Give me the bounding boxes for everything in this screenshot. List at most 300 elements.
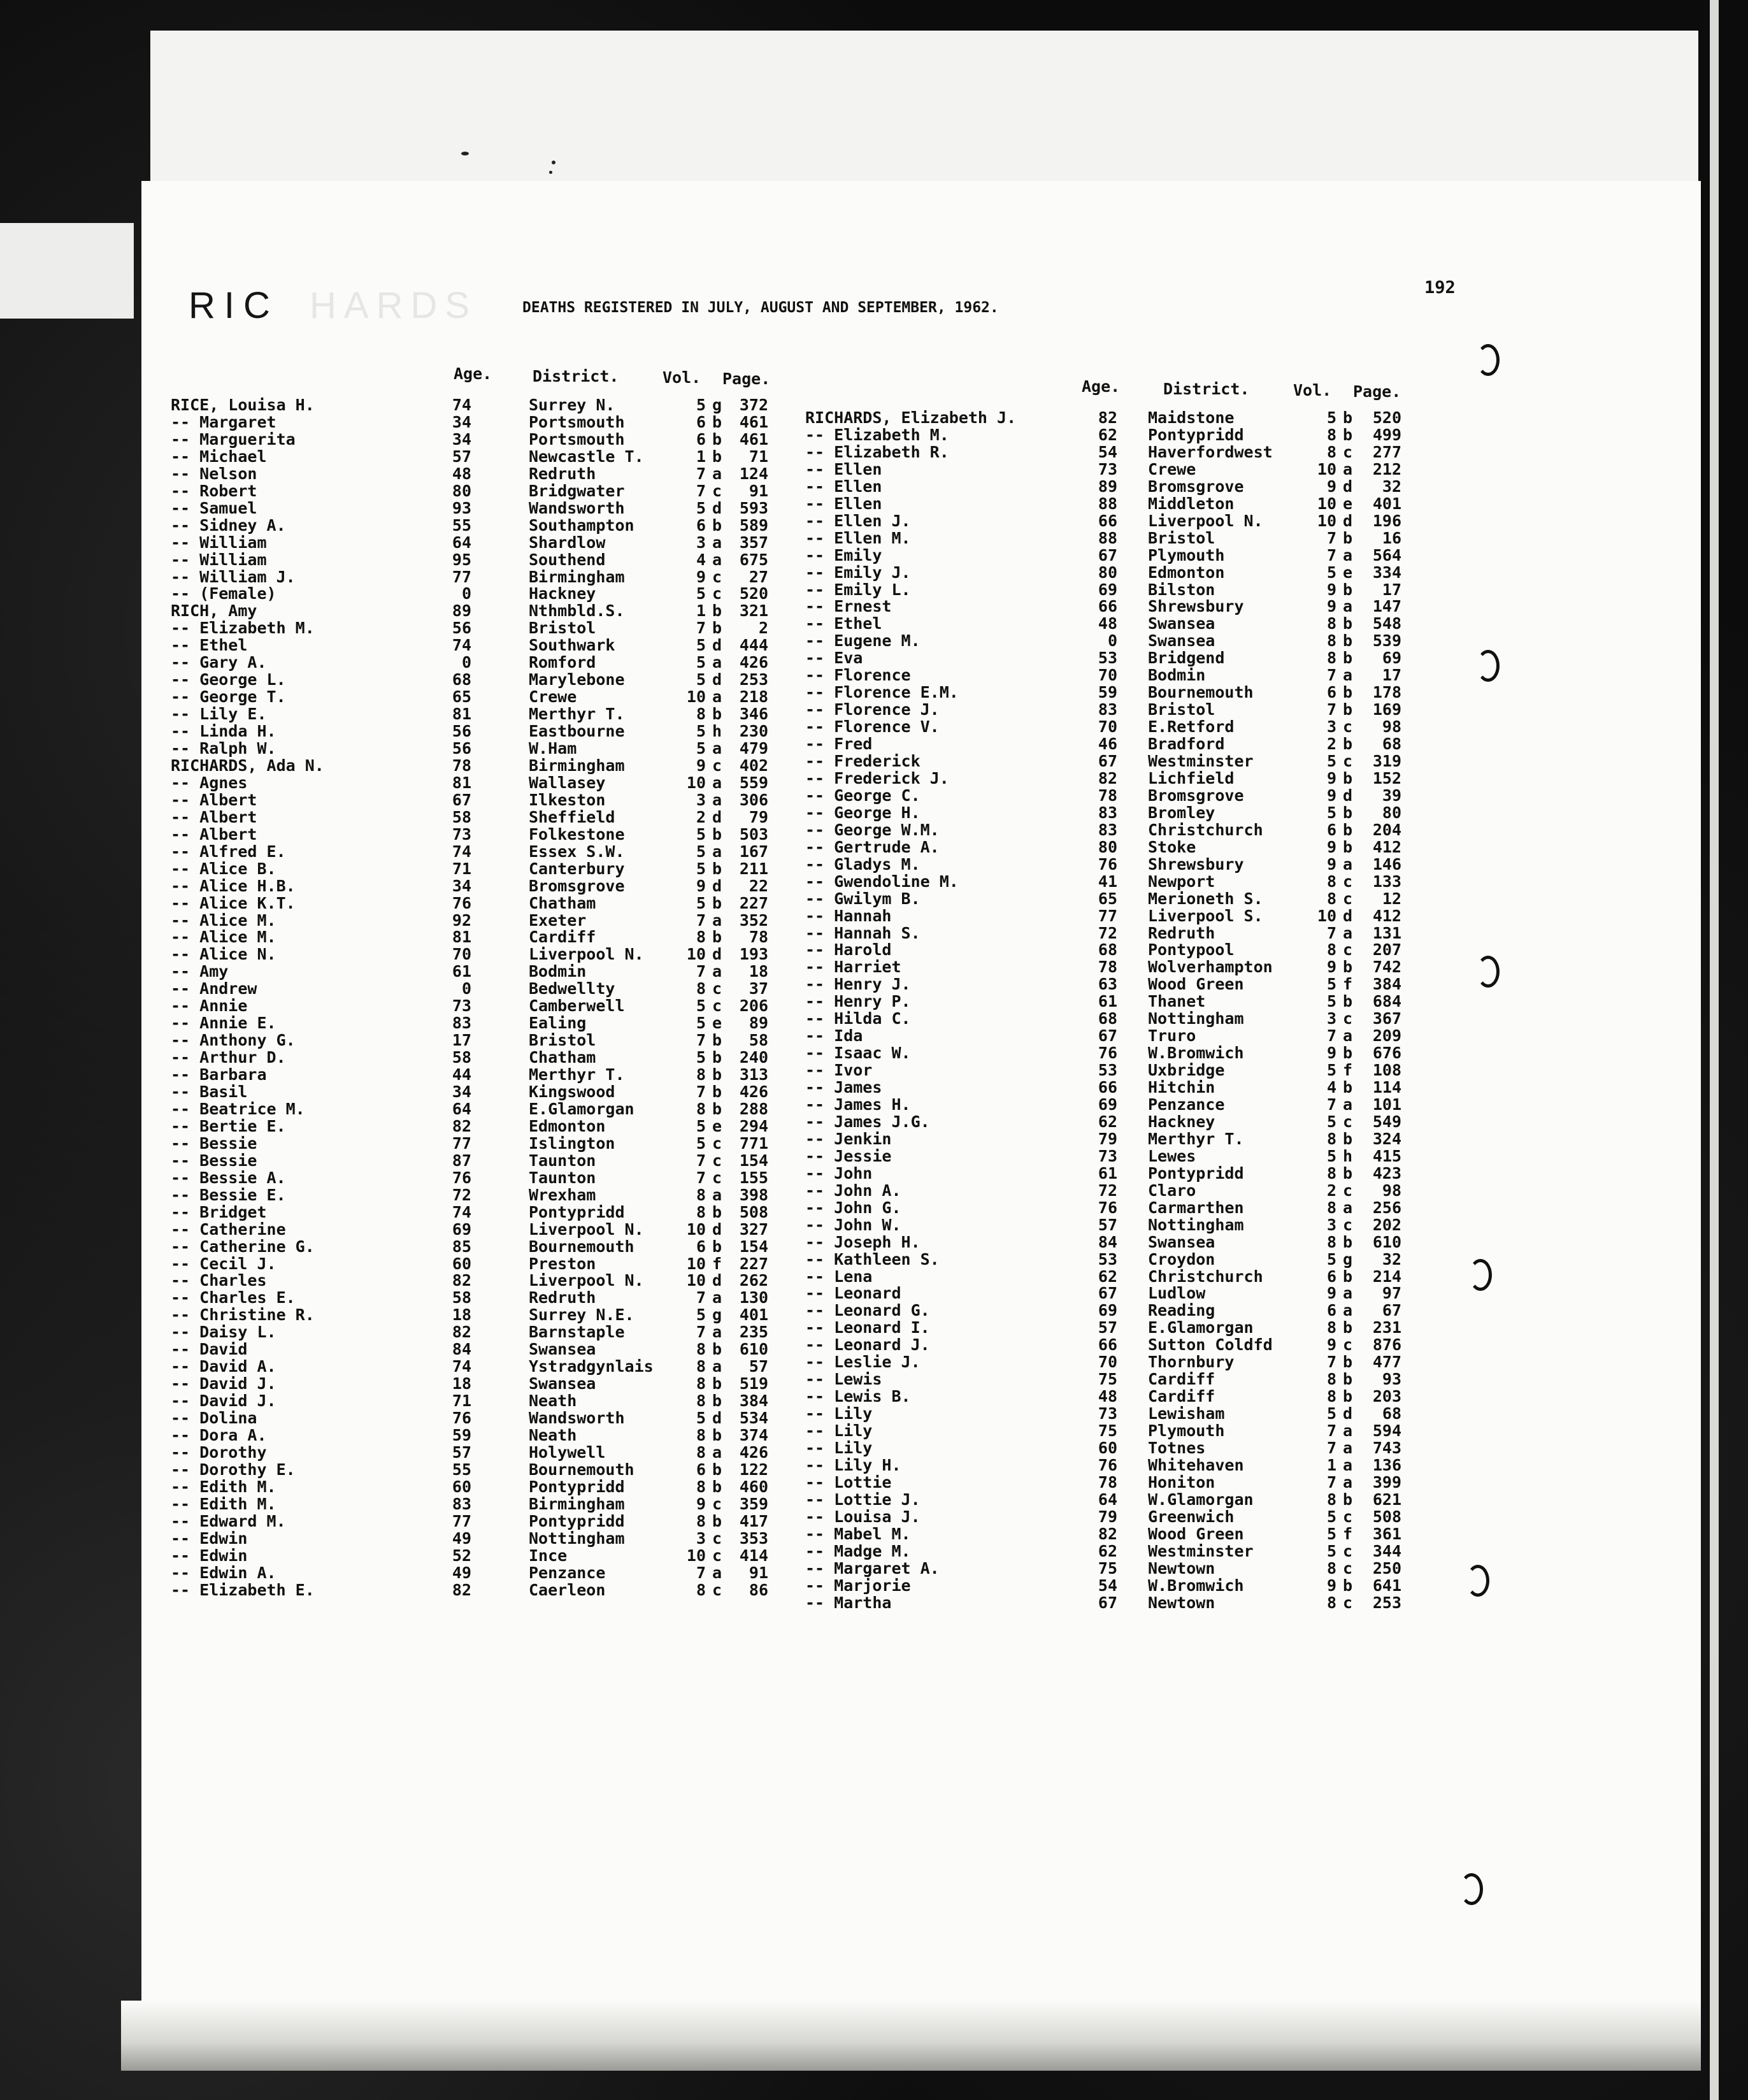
entry-age: 48 bbox=[452, 464, 471, 483]
entry-volume-part: b bbox=[712, 928, 722, 946]
entry-district: Surrey N.E. bbox=[529, 1305, 634, 1324]
entry-name: -- Cecil J. bbox=[171, 1255, 276, 1273]
entry-page: 12 bbox=[1382, 889, 1401, 908]
entry-district: Bournemouth bbox=[529, 1460, 634, 1479]
speck bbox=[552, 161, 555, 164]
entry-district: E.Glamorgan bbox=[1148, 1318, 1254, 1337]
entry-name: -- Lily H. bbox=[805, 1456, 901, 1474]
entry-age: 57 bbox=[452, 447, 471, 466]
entry-name: -- Martha bbox=[805, 1593, 892, 1612]
entry-age: 88 bbox=[1098, 494, 1117, 513]
entry-age: 54 bbox=[1098, 443, 1117, 461]
entry-age: 57 bbox=[1098, 1216, 1117, 1234]
entry-page: 136 bbox=[1372, 1456, 1401, 1474]
entry-age: 83 bbox=[452, 1495, 471, 1513]
entry-volume: 5 bbox=[1326, 803, 1336, 822]
entry-district: Pontypridd bbox=[1148, 1164, 1244, 1183]
entry-age: 54 bbox=[1098, 1576, 1117, 1595]
entry-name: -- Arthur D. bbox=[171, 1048, 286, 1067]
entry-name: -- Lewis B. bbox=[805, 1387, 911, 1406]
entry-volume: 9 bbox=[1326, 597, 1336, 615]
entry-volume-part: b bbox=[1343, 1078, 1353, 1097]
entry-district: Southampton bbox=[529, 516, 634, 535]
right-age-header: Age. bbox=[1082, 377, 1121, 396]
entry-page: 313 bbox=[739, 1065, 768, 1084]
register-entry bbox=[805, 1216, 1401, 1234]
entry-volume-part: b bbox=[712, 1426, 722, 1444]
entry-age: 62 bbox=[1098, 1112, 1117, 1131]
entry-age: 67 bbox=[452, 791, 471, 809]
entry-name: -- Alfred E. bbox=[171, 842, 286, 861]
entry-page: 610 bbox=[739, 1340, 768, 1358]
entry-volume-part: c bbox=[1343, 872, 1353, 891]
entry-district: Swansea bbox=[529, 1340, 596, 1358]
entry-volume-part: c bbox=[712, 584, 722, 603]
entry-district: Liverpool N. bbox=[529, 1220, 644, 1239]
entry-volume: 9 bbox=[1326, 958, 1336, 976]
entry-volume-part: d bbox=[712, 636, 722, 654]
register-entry bbox=[805, 1044, 1401, 1062]
entry-volume-part: b bbox=[1343, 426, 1353, 444]
entry-volume-part: b bbox=[1343, 821, 1353, 839]
entry-age: 76 bbox=[452, 894, 471, 912]
entry-district: Nottingham bbox=[1148, 1009, 1244, 1028]
entry-volume: 5 bbox=[696, 894, 706, 912]
entry-district: Ystradgynlais bbox=[529, 1357, 654, 1376]
entry-name: -- William bbox=[171, 550, 267, 569]
entry-name: -- William J. bbox=[171, 568, 296, 586]
right-page-header: Page. bbox=[1353, 382, 1401, 401]
entry-age: 49 bbox=[452, 1529, 471, 1548]
entry-district: Cardiff bbox=[1148, 1370, 1215, 1388]
entry-volume: 8 bbox=[1326, 443, 1336, 461]
entry-volume-part: b bbox=[1343, 992, 1353, 1010]
entry-age: 72 bbox=[452, 1186, 471, 1204]
entry-volume: 8 bbox=[1326, 1593, 1336, 1612]
entry-age: 67 bbox=[1098, 1284, 1117, 1302]
entry-volume: 10 bbox=[686, 687, 706, 706]
entry-volume: 5 bbox=[1326, 563, 1336, 582]
entry-district: Wolverhampton bbox=[1148, 958, 1273, 976]
entry-page: 398 bbox=[739, 1186, 768, 1204]
entry-district: Crewe bbox=[529, 687, 577, 706]
entry-name: -- Margaret bbox=[171, 413, 276, 431]
entry-volume-part: c bbox=[1343, 1559, 1353, 1578]
entry-page: 548 bbox=[1372, 614, 1401, 633]
register-entry bbox=[805, 1318, 1401, 1337]
entry-page: 78 bbox=[749, 928, 768, 946]
entry-volume-part: b bbox=[1343, 803, 1353, 822]
register-entry bbox=[805, 786, 1401, 805]
entry-volume-part: h bbox=[712, 722, 722, 740]
entry-district: Wood Green bbox=[1148, 975, 1244, 993]
entry-district: Uxbridge bbox=[1148, 1061, 1225, 1079]
entry-age: 93 bbox=[452, 499, 471, 517]
entry-volume-part: a bbox=[712, 739, 722, 758]
entry-name: -- Edwin A. bbox=[171, 1564, 276, 1582]
entry-volume: 10 bbox=[686, 1546, 706, 1565]
entry-page: 589 bbox=[739, 516, 768, 535]
entry-volume-part: e bbox=[712, 1014, 722, 1032]
entry-district: Liverpool N. bbox=[1148, 512, 1263, 530]
entry-name: -- Harold bbox=[805, 940, 892, 959]
entry-volume-part: a bbox=[1343, 1198, 1353, 1217]
entry-page: 324 bbox=[1372, 1130, 1401, 1148]
entry-age: 76 bbox=[452, 1169, 471, 1187]
entry-volume-part: c bbox=[1343, 889, 1353, 908]
entry-volume: 9 bbox=[696, 1495, 706, 1513]
entry-volume-part: c bbox=[1343, 1216, 1353, 1234]
entry-page: 133 bbox=[1372, 872, 1401, 891]
register-entry bbox=[805, 1542, 1401, 1560]
entry-name: -- Albert bbox=[171, 808, 257, 826]
entry-age: 77 bbox=[1098, 907, 1117, 925]
entry-age: 46 bbox=[1098, 735, 1117, 753]
entry-page: 91 bbox=[749, 482, 768, 500]
entry-volume: 3 bbox=[696, 791, 706, 809]
register-entry bbox=[805, 769, 1401, 788]
entry-age: 34 bbox=[452, 413, 471, 431]
entry-volume-part: b bbox=[1343, 1318, 1353, 1337]
entry-district: Canterbury bbox=[529, 859, 625, 878]
entry-age: 57 bbox=[452, 1443, 471, 1462]
entry-name: -- Henry J. bbox=[805, 975, 911, 993]
register-entry bbox=[805, 1284, 1401, 1302]
entry-volume: 10 bbox=[1317, 460, 1336, 478]
entry-page: 67 bbox=[1382, 1301, 1401, 1320]
entry-volume-part: c bbox=[712, 1581, 722, 1599]
entry-district: Bedwellty bbox=[529, 979, 615, 998]
entry-page: 503 bbox=[739, 825, 768, 844]
register-entry bbox=[805, 1198, 1401, 1217]
entry-district: Crewe bbox=[1148, 460, 1196, 478]
entry-page: 367 bbox=[1372, 1009, 1401, 1028]
entry-volume: 6 bbox=[696, 516, 706, 535]
entry-volume: 8 bbox=[696, 1203, 706, 1221]
entry-volume-part: d bbox=[712, 945, 722, 963]
entry-page: 374 bbox=[739, 1426, 768, 1444]
entry-volume: 8 bbox=[1326, 631, 1336, 650]
entry-page: 684 bbox=[1372, 992, 1401, 1010]
register-entry bbox=[805, 1267, 1401, 1286]
entry-age: 78 bbox=[452, 756, 471, 775]
entry-age: 74 bbox=[452, 396, 471, 414]
entry-name: -- James H. bbox=[805, 1095, 911, 1114]
bottom-shadow-band bbox=[121, 2001, 1701, 2071]
entry-district: Hitchin bbox=[1148, 1078, 1215, 1097]
entry-volume: 5 bbox=[1326, 1525, 1336, 1543]
entry-district: Plymouth bbox=[1148, 1421, 1225, 1440]
entry-district: Birmingham bbox=[529, 568, 625, 586]
entry-district: Greenwich bbox=[1148, 1507, 1235, 1526]
entry-page: 675 bbox=[739, 550, 768, 569]
entry-district: Maidstone bbox=[1148, 408, 1235, 427]
entry-district: Westminster bbox=[1148, 752, 1254, 770]
entry-volume-part: b bbox=[712, 894, 722, 912]
register-entry bbox=[805, 803, 1401, 822]
entry-age: 78 bbox=[1098, 1473, 1117, 1492]
entry-page: 68 bbox=[1382, 1404, 1401, 1423]
entry-district: Bournemouth bbox=[529, 1237, 634, 1256]
entry-page: 57 bbox=[749, 1357, 768, 1376]
entry-volume-part: b bbox=[1343, 1387, 1353, 1406]
entry-district: Surrey N. bbox=[529, 396, 615, 414]
entry-page: 169 bbox=[1372, 700, 1401, 719]
entry-page: 122 bbox=[739, 1460, 768, 1479]
entry-age: 77 bbox=[452, 568, 471, 586]
entry-page: 641 bbox=[1372, 1576, 1401, 1595]
entry-volume: 4 bbox=[696, 550, 706, 569]
entry-volume: 8 bbox=[1326, 614, 1336, 633]
register-entry bbox=[805, 975, 1401, 993]
entry-page: 319 bbox=[1372, 752, 1401, 770]
entry-volume: 8 bbox=[1326, 872, 1336, 891]
entry-page: 114 bbox=[1372, 1078, 1401, 1097]
entry-page: 22 bbox=[749, 877, 768, 895]
entry-volume: 6 bbox=[696, 413, 706, 431]
entry-district: Neath bbox=[529, 1392, 577, 1410]
entry-page: 477 bbox=[1372, 1353, 1401, 1371]
entry-name: -- Lily bbox=[805, 1404, 873, 1423]
entry-age: 92 bbox=[452, 911, 471, 930]
entry-district: Romford bbox=[529, 653, 596, 672]
entry-volume-part: a bbox=[1343, 1421, 1353, 1440]
entry-page: 178 bbox=[1372, 683, 1401, 701]
entry-volume-part: d bbox=[712, 670, 722, 689]
entry-volume: 3 bbox=[696, 533, 706, 552]
entry-volume: 9 bbox=[1326, 838, 1336, 856]
entry-district: Liverpool N. bbox=[529, 1271, 644, 1290]
entry-page: 415 bbox=[1372, 1147, 1401, 1165]
entry-age: 71 bbox=[452, 1392, 471, 1410]
entry-name: -- John A. bbox=[805, 1181, 901, 1200]
entry-page: 193 bbox=[739, 945, 768, 963]
entry-page: 621 bbox=[1372, 1490, 1401, 1509]
entry-age: 64 bbox=[452, 533, 471, 552]
entry-volume: 7 bbox=[696, 1288, 706, 1307]
entry-district: Liverpool S. bbox=[1148, 907, 1263, 925]
entry-volume: 7 bbox=[1326, 546, 1336, 565]
entry-volume: 9 bbox=[696, 756, 706, 775]
entry-volume: 7 bbox=[1326, 1439, 1336, 1457]
entry-volume: 8 bbox=[696, 1374, 706, 1393]
entry-district: E.Glamorgan bbox=[529, 1100, 634, 1118]
entry-page: 91 bbox=[749, 1564, 768, 1582]
entry-age: 76 bbox=[1098, 1044, 1117, 1062]
entry-age: 55 bbox=[452, 516, 471, 535]
entry-name: -- Marguerita bbox=[171, 430, 296, 449]
left-age-header: Age. bbox=[454, 364, 492, 383]
entry-volume: 10 bbox=[686, 945, 706, 963]
entry-page: 549 bbox=[1372, 1112, 1401, 1131]
entry-volume-part: c bbox=[1343, 1335, 1353, 1354]
entry-volume-part: a bbox=[712, 550, 722, 569]
entry-name: -- John bbox=[805, 1164, 873, 1183]
entry-district: Hackney bbox=[1148, 1112, 1215, 1131]
entry-volume-part: c bbox=[1343, 752, 1353, 770]
entry-page: 262 bbox=[739, 1271, 768, 1290]
entry-name: -- George H. bbox=[805, 803, 921, 822]
entry-name: -- Emily J. bbox=[805, 563, 911, 582]
entry-volume: 3 bbox=[696, 1529, 706, 1548]
entry-page: 108 bbox=[1372, 1061, 1401, 1079]
entry-district: W.Bromwich bbox=[1148, 1576, 1244, 1595]
entry-volume: 5 bbox=[696, 1117, 706, 1135]
entry-volume: 8 bbox=[696, 705, 706, 723]
entry-age: 66 bbox=[1098, 512, 1117, 530]
entry-page: 212 bbox=[1372, 460, 1401, 478]
entry-page: 154 bbox=[739, 1237, 768, 1256]
entry-volume-part: b bbox=[712, 1100, 722, 1118]
entry-name: -- Alice H.B. bbox=[171, 877, 296, 895]
entry-page: 426 bbox=[739, 1082, 768, 1101]
register-entry bbox=[805, 889, 1401, 908]
entry-district: Bristol bbox=[529, 1031, 596, 1049]
entry-page: 68 bbox=[1382, 735, 1401, 753]
entry-volume-part: c bbox=[712, 756, 722, 775]
entry-page: 124 bbox=[739, 464, 768, 483]
entry-name: RICE, Louisa H. bbox=[171, 396, 315, 414]
entry-age: 48 bbox=[1098, 614, 1117, 633]
entry-volume: 7 bbox=[1326, 529, 1336, 547]
entry-page: 479 bbox=[739, 739, 768, 758]
entry-district: Penzance bbox=[529, 1564, 606, 1582]
register-entry bbox=[805, 700, 1401, 719]
entry-volume-part: a bbox=[712, 1288, 722, 1307]
entry-name: -- Andrew bbox=[171, 979, 257, 998]
entry-volume-part: a bbox=[712, 911, 722, 930]
entry-age: 87 bbox=[452, 1151, 471, 1170]
entry-volume-part: b bbox=[712, 1065, 722, 1084]
entry-name: -- John G. bbox=[805, 1198, 901, 1217]
entry-name: -- Edwin bbox=[171, 1529, 248, 1548]
entry-volume-part: c bbox=[1343, 717, 1353, 736]
entry-volume: 5 bbox=[696, 1409, 706, 1427]
entry-name: -- Agnes bbox=[171, 773, 248, 792]
entry-district: Exeter bbox=[529, 911, 587, 930]
entry-age: 66 bbox=[1098, 1335, 1117, 1354]
entry-volume: 5 bbox=[696, 636, 706, 654]
entry-page: 235 bbox=[739, 1323, 768, 1341]
entry-district: Claro bbox=[1148, 1181, 1196, 1200]
entry-page: 417 bbox=[739, 1512, 768, 1530]
entry-volume: 5 bbox=[696, 584, 706, 603]
entry-name: -- Bessie bbox=[171, 1134, 257, 1153]
register-entry bbox=[805, 1421, 1401, 1440]
entry-page: 97 bbox=[1382, 1284, 1401, 1302]
entry-volume-part: b bbox=[1343, 735, 1353, 753]
entry-age: 76 bbox=[452, 1409, 471, 1427]
entry-volume-part: b bbox=[712, 1082, 722, 1101]
entry-volume: 5 bbox=[696, 396, 706, 414]
entry-age: 69 bbox=[1098, 1095, 1117, 1114]
entry-name: -- Elizabeth E. bbox=[171, 1581, 315, 1599]
entry-volume-part: a bbox=[712, 1186, 722, 1204]
entry-district: Taunton bbox=[529, 1169, 596, 1187]
register-entry bbox=[805, 1335, 1401, 1354]
entry-age: 75 bbox=[1098, 1370, 1117, 1388]
entry-name: -- Catherine G. bbox=[171, 1237, 315, 1256]
entry-volume: 7 bbox=[696, 619, 706, 637]
entry-name: -- Jessie bbox=[805, 1147, 892, 1165]
entry-district: Nthmbld.S. bbox=[529, 601, 625, 620]
entry-volume-part: e bbox=[712, 1117, 722, 1135]
register-entry bbox=[805, 1147, 1401, 1165]
entry-district: Newcastle T. bbox=[529, 447, 644, 466]
register-entry bbox=[805, 1473, 1401, 1492]
entry-page: 152 bbox=[1372, 769, 1401, 788]
entry-name: -- Florence V. bbox=[805, 717, 940, 736]
entry-volume-part: b bbox=[712, 1374, 722, 1393]
entry-district: Portsmouth bbox=[529, 430, 625, 449]
entry-district: Southwark bbox=[529, 636, 615, 654]
entry-page: 742 bbox=[1372, 958, 1401, 976]
entry-volume-part: a bbox=[1343, 1301, 1353, 1320]
entry-district: Westminster bbox=[1148, 1542, 1254, 1560]
entry-volume-part: a bbox=[1343, 1284, 1353, 1302]
entry-district: Chatham bbox=[529, 894, 596, 912]
register-entry bbox=[805, 443, 1401, 461]
entry-name: -- Amy bbox=[171, 962, 229, 981]
entry-name: RICHARDS, Elizabeth J. bbox=[805, 408, 1017, 427]
entry-name: -- John W. bbox=[805, 1216, 901, 1234]
entry-name: -- Ellen J. bbox=[805, 512, 911, 530]
entry-volume: 5 bbox=[1326, 992, 1336, 1010]
entry-name: -- Annie bbox=[171, 996, 248, 1015]
entry-name: -- Ivor bbox=[805, 1061, 873, 1079]
entry-volume-part: a bbox=[712, 1323, 722, 1341]
entry-page: 253 bbox=[1372, 1593, 1401, 1612]
entry-page: 344 bbox=[1372, 1542, 1401, 1560]
entry-volume-part: a bbox=[712, 653, 722, 672]
entry-volume-part: e bbox=[1343, 494, 1353, 513]
entry-name: -- Lily bbox=[805, 1439, 873, 1457]
entry-page: 412 bbox=[1372, 907, 1401, 925]
entry-age: 61 bbox=[452, 962, 471, 981]
entry-age: 84 bbox=[452, 1340, 471, 1358]
entry-age: 73 bbox=[1098, 1147, 1117, 1165]
register-entry bbox=[805, 597, 1401, 615]
entry-age: 58 bbox=[452, 808, 471, 826]
entry-page: 79 bbox=[749, 808, 768, 826]
entry-volume-part: e bbox=[1343, 563, 1353, 582]
entry-name: -- Leslie J. bbox=[805, 1353, 921, 1371]
entry-name: -- Leonard G. bbox=[805, 1301, 930, 1320]
entry-name: -- Lottie bbox=[805, 1473, 892, 1492]
entry-volume-part: c bbox=[712, 979, 722, 998]
entry-name: -- Alice N. bbox=[171, 945, 276, 963]
entry-volume-part: a bbox=[1343, 924, 1353, 942]
entry-page: 306 bbox=[739, 791, 768, 809]
entry-volume: 7 bbox=[1326, 1353, 1336, 1371]
register-title: DEATHS REGISTERED IN JULY, AUGUST AND SEPTEMBER, 1962. bbox=[522, 299, 999, 316]
entry-district: Newport bbox=[1148, 872, 1215, 891]
entry-volume-part: a bbox=[712, 1443, 722, 1462]
register-entry bbox=[805, 1181, 1401, 1200]
entry-age: 85 bbox=[452, 1237, 471, 1256]
entry-age: 60 bbox=[452, 1255, 471, 1273]
entry-volume-part: a bbox=[1343, 1456, 1353, 1474]
binder-hole-mark bbox=[1460, 1873, 1483, 1905]
register-entry bbox=[805, 529, 1401, 547]
entry-age: 34 bbox=[452, 1082, 471, 1101]
entry-age: 63 bbox=[1098, 975, 1117, 993]
entry-page: 167 bbox=[739, 842, 768, 861]
entry-district: Pontypridd bbox=[1148, 426, 1244, 444]
entry-volume-part: d bbox=[1343, 477, 1353, 496]
entry-volume: 7 bbox=[696, 1169, 706, 1187]
entry-volume-part: c bbox=[712, 1529, 722, 1548]
